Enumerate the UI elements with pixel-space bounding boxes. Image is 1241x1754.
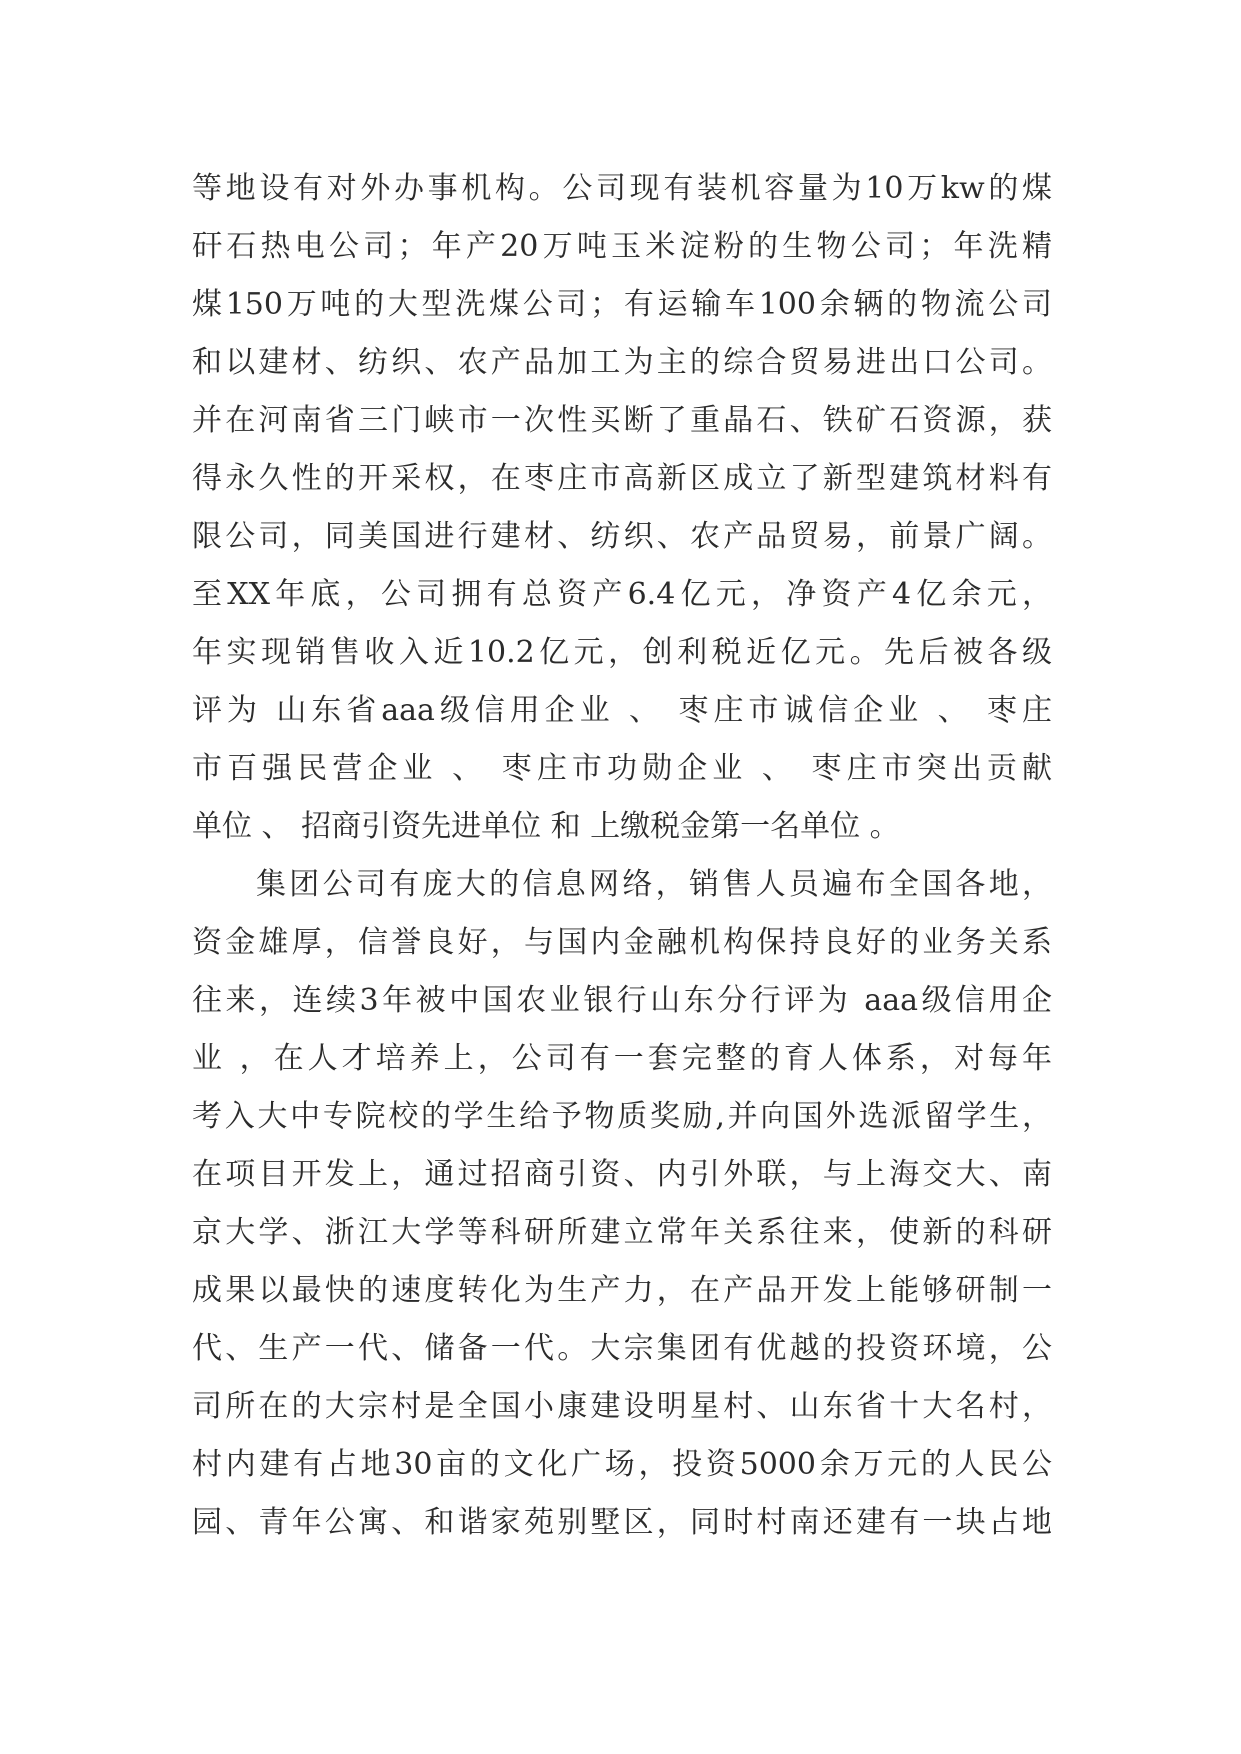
text-line: 资金雄厚，信誉良好，与国内金融机构保持良好的业务关系 [192, 925, 1052, 960]
text-line: 并在河南省三门峡市一次性买断了重晶石、铁矿石资源，获 [192, 403, 1052, 438]
paragraph-first-line: 集团公司有庞大的信息网络，销售人员遍布全国各地， [256, 867, 1052, 902]
text-line: 煤150万吨的大型洗煤公司；有运输车100余辆的物流公司 [192, 287, 1052, 322]
text-line: 和以建材、纺织、农产品加工为主的综合贸易进出口公司。 [192, 345, 1052, 380]
text-line: 年实现销售收入近10.2亿元，创利税近亿元。先后被各级 [192, 635, 1052, 670]
text-line: 业 ，在人才培养上，公司有一套完整的育人体系，对每年 [192, 1041, 1052, 1076]
text-line: 村内建有占地30亩的文化广场，投资5000余万元的人民公 [192, 1447, 1052, 1482]
text-line: 矸石热电公司；年产20万吨玉米淀粉的生物公司；年洗精 [192, 229, 1052, 264]
text-line: 往来，连续3年被中国农业银行山东分行评为 aaa级信用企 [192, 983, 1052, 1018]
body-text [192, 160, 1052, 1552]
text-line: 园、青年公寓、和谐家苑别墅区，同时村南还建有一块占地 [192, 1505, 1052, 1540]
text-line: 至XX年底，公司拥有总资产6.4亿元，净资产4亿余元， [192, 577, 1052, 612]
text-line: 在项目开发上，通过招商引资、内引外联，与上海交大、南 [192, 1157, 1052, 1192]
text-line: 成果以最快的速度转化为生产力，在产品开发上能够研制一 [192, 1273, 1052, 1308]
text-line: 考入大中专院校的学生给予物质奖励,并向国外选派留学生， [192, 1099, 1052, 1134]
text-line: 京大学、浙江大学等科研所建立常年关系往来，使新的科研 [192, 1215, 1052, 1250]
text-line: 得永久性的开采权，在枣庄市高新区成立了新型建筑材料有 [192, 461, 1052, 496]
text-line: 单位 、 招商引资先进单位 和 上缴税金第一名单位 。 [192, 809, 900, 844]
text-line: 等地设有对外办事机构。公司现有装机容量为10万kw的煤 [192, 171, 1052, 206]
text-line: 代、生产一代、储备一代。大宗集团有优越的投资环境，公 [192, 1331, 1052, 1366]
text-line: 限公司，同美国进行建材、纺织、农产品贸易，前景广阔。 [192, 519, 1052, 554]
text-line: 评为 山东省aaa级信用企业 、 枣庄市诚信企业 、 枣庄 [192, 693, 1052, 728]
text-line: 市百强民营企业 、 枣庄市功勋企业 、 枣庄市突出贡献 [192, 751, 1052, 786]
text-line: 司所在的大宗村是全国小康建设明星村、山东省十大名村， [192, 1389, 1052, 1424]
